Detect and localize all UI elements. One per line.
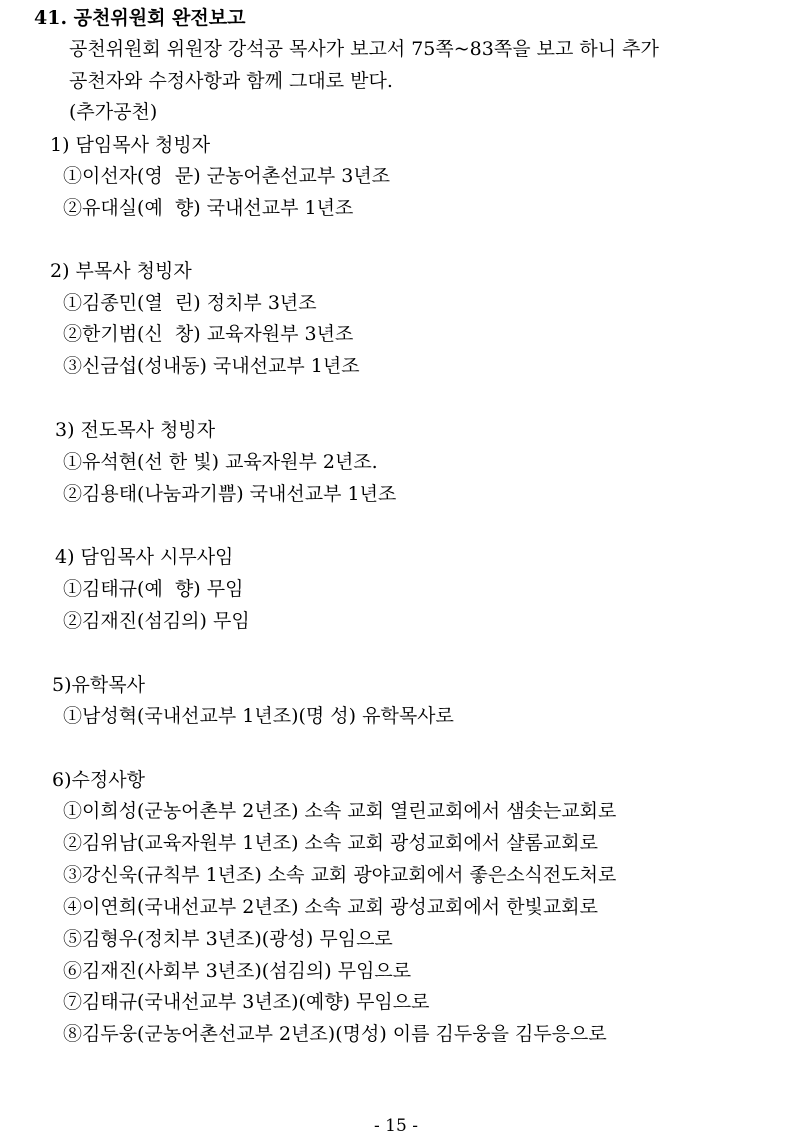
list-item: ②김위남(교육자원부 1년조) 소속 교회 광성교회에서 샬롬교회로	[63, 832, 598, 854]
list-item: ①이희성(군농어촌부 2년조) 소속 교회 열린교회에서 샘솟는교회로	[63, 800, 617, 822]
list-item: ②유대실(예 향) 국내선교부 1년조	[63, 197, 354, 219]
list-item: ③강신욱(규칙부 1년조) 소속 교회 광야교회에서 좋은소식전도처로	[63, 864, 617, 886]
list-item: ⑤김형우(정치부 3년조)(광성) 무임으로	[63, 928, 393, 950]
list-item: ⑧김두웅(군농어촌선교부 2년조)(명성) 이름 김두웅을 김두응으로	[63, 1023, 607, 1045]
section-heading: 4) 담임목사 시무사임	[55, 546, 234, 568]
section-heading: 1) 담임목사 청빙자	[50, 134, 211, 156]
list-item: ①남성혁(국내선교부 1년조)(명 성) 유학목사로	[63, 705, 454, 727]
list-item: ②김용태(나눔과기쁨) 국내선교부 1년조	[63, 483, 397, 505]
list-item: ①이선자(영 문) 군농어촌선교부 3년조	[63, 165, 391, 187]
section-heading: 5)유학목사	[52, 674, 145, 696]
list-item: ①김태규(예 향) 무임	[63, 578, 244, 600]
list-item: ②한기범(신 창) 교육자원부 3년조	[63, 323, 354, 345]
list-item: ⑥김재진(사회부 3년조)(섬김의) 무임으로	[63, 960, 412, 982]
list-item: ③신금섭(성내동) 국내선교부 1년조	[63, 355, 360, 377]
list-item: ⑦김태규(국내선교부 3년조)(예향) 무임으로	[63, 991, 430, 1013]
list-item: ①유석현(선 한 빛) 교육자원부 2년조.	[63, 451, 378, 473]
report-title: 41. 공천위원회 완전보고	[34, 7, 246, 29]
list-item: ①김종민(열 린) 정치부 3년조	[63, 292, 317, 314]
section-heading: 2) 부목사 청빙자	[50, 260, 192, 282]
section-heading: 6)수정사항	[52, 769, 145, 791]
list-item: ②김재진(섬김의) 무임	[63, 610, 250, 632]
page-number: - 15 -	[374, 1116, 418, 1136]
additional-nomination-label: (추가공천)	[69, 101, 158, 123]
list-item: ④이연희(국내선교부 2년조) 소속 교회 광성교회에서 한빛교회로	[63, 896, 598, 918]
report-paragraph-line: 공천자와 수정사항과 함께 그대로 받다.	[69, 70, 393, 92]
section-heading: 3) 전도목사 청빙자	[55, 419, 216, 441]
report-paragraph-line: 공천위원회 위원장 강석공 목사가 보고서 75쪽~83쪽을 보고 하니 추가	[69, 38, 659, 60]
